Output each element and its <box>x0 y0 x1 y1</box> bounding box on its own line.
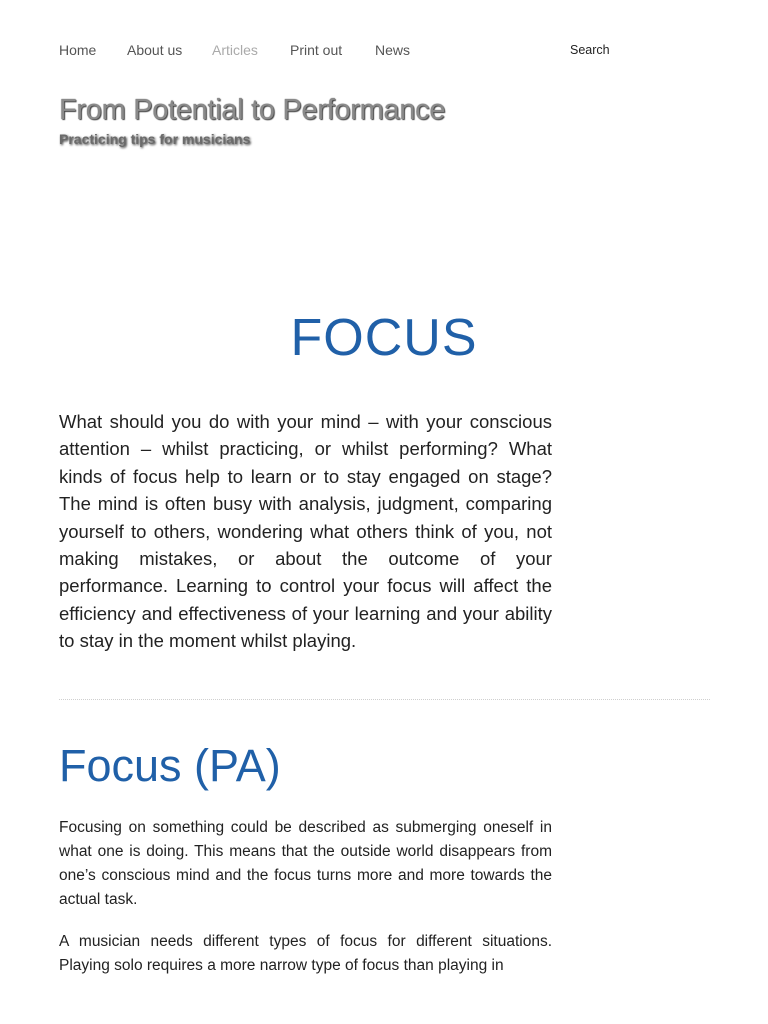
main-navigation <box>59 40 719 62</box>
site-tagline: Practicing tips for musicians <box>59 131 251 147</box>
nav-item-print-out[interactable]: Print out <box>290 42 343 58</box>
section-title: Focus (PA) <box>59 740 281 791</box>
nav-item-about-us[interactable]: About us <box>127 42 183 58</box>
page-title: FOCUS <box>290 309 478 367</box>
intro-paragraph: What should you do with your mind – with your conscious attention – whilst practicing, or whilst performing? What kinds of focus help to learn or to stay engaged on stage? The mind is often busy with analysis, judgment, comparing yourself to others, wondering what others think of you, not making mistakes, or about the outcome of your performance. Learning to control your focus will affect the efficiency and effectiveness of your learning and your ability to stay in the moment whilst playing. <box>59 411 552 652</box>
section-paragraph: A musician needs different types of focus for different situations. Playing solo requires a more narrow type of focus than playing in <box>59 933 552 974</box>
search-link[interactable]: Search <box>570 43 610 57</box>
nav-item-news[interactable]: News <box>375 42 411 58</box>
site-title[interactable]: From Potential to Performance <box>59 94 446 126</box>
section-paragraph: Focusing on something could be described as submerging oneself in what one is doing. This means that the outside world disappears from one’s conscious mind and the focus turns more and more towards the actual task. <box>59 819 552 908</box>
nav-item-articles[interactable]: Articles <box>212 42 258 58</box>
nav-item-home[interactable]: Home <box>59 42 97 58</box>
section-divider <box>59 699 710 700</box>
